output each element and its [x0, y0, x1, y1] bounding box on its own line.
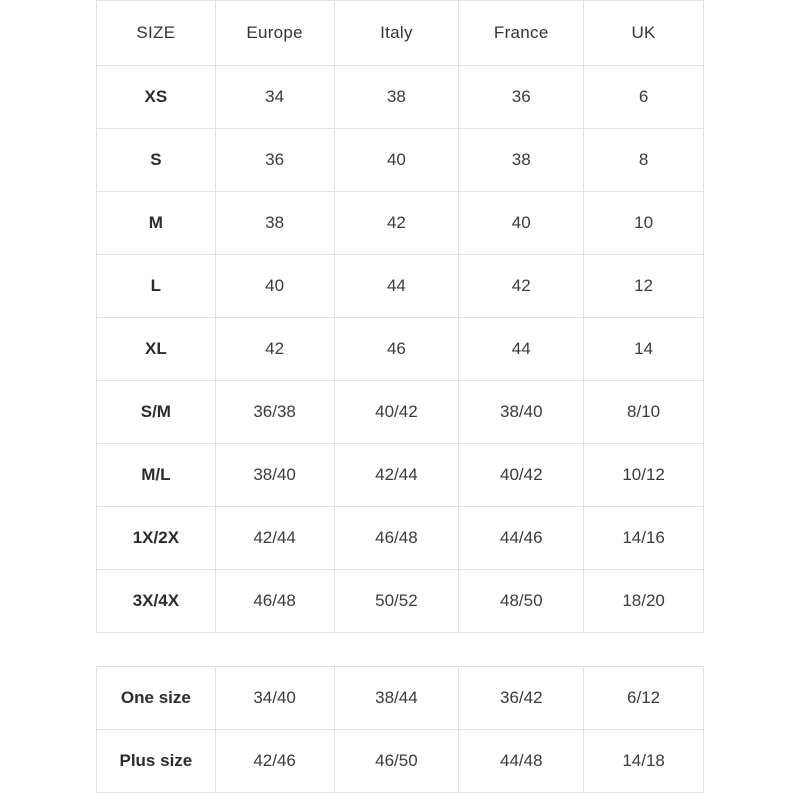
cell-italy: 46/50 [334, 730, 459, 793]
row-label: 1X/2X [97, 507, 216, 570]
cell-uk: 10/12 [584, 444, 704, 507]
cell-europe: 42 [215, 318, 334, 381]
cell-italy: 40 [334, 129, 459, 192]
cell-uk: 18/20 [584, 570, 704, 633]
cell-uk: 12 [584, 255, 704, 318]
cell-italy: 40/42 [334, 381, 459, 444]
cell-europe: 42/44 [215, 507, 334, 570]
row-label: M/L [97, 444, 216, 507]
cell-italy: 46 [334, 318, 459, 381]
row-label: S [97, 129, 216, 192]
cell-france: 48/50 [459, 570, 584, 633]
column-header-france: France [459, 1, 584, 66]
cell-france: 44 [459, 318, 584, 381]
table-row [97, 129, 704, 192]
cell-europe: 42/46 [215, 730, 334, 793]
cell-italy: 42/44 [334, 444, 459, 507]
row-label: XL [97, 318, 216, 381]
cell-uk: 10 [584, 192, 704, 255]
table-row [97, 507, 704, 570]
table-row [97, 66, 704, 129]
table-row [97, 570, 704, 633]
cell-uk: 8 [584, 129, 704, 192]
table-row [97, 730, 704, 793]
column-header-uk: UK [584, 1, 704, 66]
cell-uk: 8/10 [584, 381, 704, 444]
table-row [97, 318, 704, 381]
table-row [97, 192, 704, 255]
cell-france: 44/46 [459, 507, 584, 570]
row-label: 3X/4X [97, 570, 216, 633]
cell-europe: 38/40 [215, 444, 334, 507]
cell-uk: 14 [584, 318, 704, 381]
cell-uk: 6/12 [584, 667, 704, 730]
column-header-europe: Europe [215, 1, 334, 66]
cell-france: 42 [459, 255, 584, 318]
cell-france: 44/48 [459, 730, 584, 793]
cell-europe: 34 [215, 66, 334, 129]
special-size-table [96, 666, 704, 793]
column-header-size: SIZE [97, 1, 216, 66]
row-label: One size [97, 667, 216, 730]
cell-europe: 34/40 [215, 667, 334, 730]
cell-italy: 38/44 [334, 667, 459, 730]
table-row [97, 255, 704, 318]
cell-europe: 46/48 [215, 570, 334, 633]
cell-italy: 46/48 [334, 507, 459, 570]
row-label: L [97, 255, 216, 318]
cell-italy: 38 [334, 66, 459, 129]
row-label: XS [97, 66, 216, 129]
cell-europe: 40 [215, 255, 334, 318]
cell-uk: 6 [584, 66, 704, 129]
table-row [97, 381, 704, 444]
cell-france: 40/42 [459, 444, 584, 507]
cell-italy: 42 [334, 192, 459, 255]
cell-italy: 44 [334, 255, 459, 318]
cell-france: 38/40 [459, 381, 584, 444]
table-row [97, 667, 704, 730]
table-spacer [96, 633, 704, 666]
cell-uk: 14/18 [584, 730, 704, 793]
column-header-italy: Italy [334, 1, 459, 66]
table-row [97, 444, 704, 507]
row-label: M [97, 192, 216, 255]
cell-uk: 14/16 [584, 507, 704, 570]
cell-europe: 38 [215, 192, 334, 255]
cell-italy: 50/52 [334, 570, 459, 633]
table-header-row [97, 1, 704, 66]
size-conversion-table [96, 0, 704, 633]
cell-europe: 36/38 [215, 381, 334, 444]
cell-france: 36/42 [459, 667, 584, 730]
cell-europe: 36 [215, 129, 334, 192]
row-label: S/M [97, 381, 216, 444]
row-label: Plus size [97, 730, 216, 793]
cell-france: 38 [459, 129, 584, 192]
cell-france: 36 [459, 66, 584, 129]
cell-france: 40 [459, 192, 584, 255]
